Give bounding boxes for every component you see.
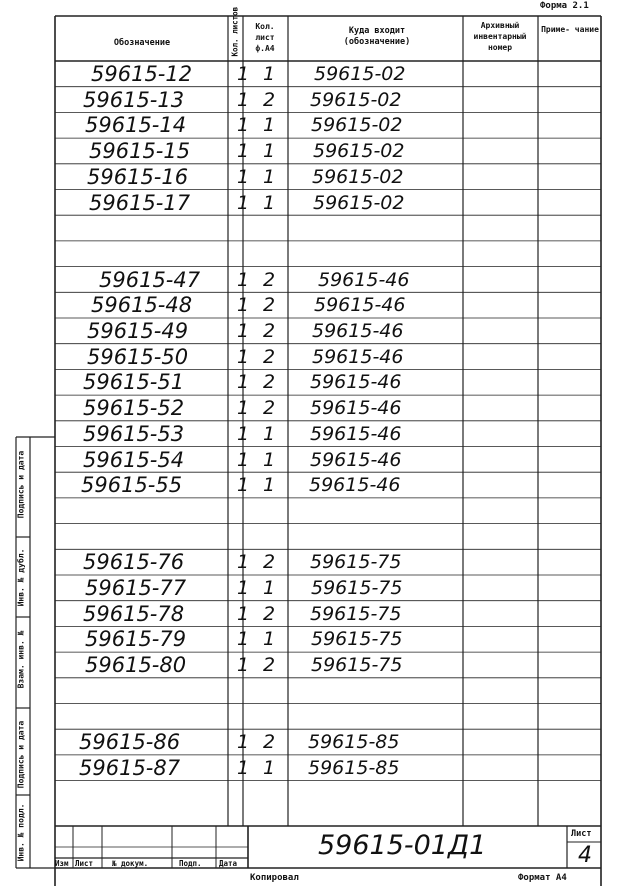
where-used-cell: 59615-46 [314,294,406,317]
a4-count-cell: 1 [263,756,276,779]
side-label-sign-date-bottom: Подпись и дата [16,720,26,789]
sheets-cell: 1 [237,88,250,111]
a4-count-cell: 1 [263,165,276,188]
designation-cell: 59615-80 [85,653,187,678]
a4-count-cell: 2 [263,268,276,291]
table-row [55,61,601,87]
a4-count-cell: 1 [263,422,276,445]
where-used-cell: 59615-02 [313,140,405,163]
designation-cell: 59615-55 [81,473,183,498]
table-row [55,267,601,293]
designation-cell: 59615-77 [85,576,187,600]
table-row [55,472,601,498]
a4-count-cell: 2 [263,551,276,574]
where-used-cell: 59615-46 [310,371,402,394]
a4-count-cell: 1 [263,577,276,599]
designation-cell: 59615-79 [85,627,187,652]
sheets-cell: 1 [237,731,250,754]
sheet-number: 4 [578,843,592,868]
designation-cell: 59615-49 [87,319,189,343]
sheets-cell: 1 [237,602,250,625]
designation-cell: 59615-78 [83,601,185,626]
side-label-inv-podl: Инв. № подл. [16,803,26,862]
sheets-cell: 1 [237,63,250,85]
designation-cell: 59615-86 [79,730,181,755]
a4-count-cell: 2 [263,602,276,625]
designation-cell: 59615-17 [89,190,191,215]
designation-cell: 59615-51 [83,370,185,395]
designation-cell: 59615-12 [91,62,193,86]
a4-count-cell: 2 [263,320,276,342]
table-row [55,344,601,370]
table-row [55,215,601,241]
where-used-cell: 59615-85 [308,731,400,754]
designation-cell: 59615-47 [99,267,201,292]
table-row [55,704,601,730]
footer-format: Формат А4 [518,873,567,883]
where-used-cell: 59615-02 [312,165,404,188]
sheets-cell: 1 [237,397,250,420]
where-used-cell: 59615-85 [308,756,400,779]
sheets-cell: 1 [237,422,250,445]
a4-count-cell: 1 [263,628,276,651]
table-row [55,241,601,267]
where-used-cell: 59615-75 [311,628,403,651]
sheets-cell: 1 [237,165,250,188]
header-where-used-text: Куда входит (обозначение) [343,26,411,47]
where-used-cell: 59615-75 [311,577,403,599]
sheets-cell: 1 [237,140,250,163]
table-row [55,498,601,524]
sheets-cell: 1 [237,345,250,368]
where-used-cell: 59615-02 [311,114,403,137]
where-used-cell: 59615-46 [312,345,404,368]
table-row [55,164,601,190]
designation-cell: 59615-54 [83,447,185,472]
designation-cell: 59615-50 [87,344,189,369]
sheets-cell: 1 [237,294,250,317]
a4-count-cell: 2 [263,397,276,420]
where-used-cell: 59615-75 [310,602,402,625]
header-a4-count: Кол. лист ф.А4 [255,22,275,53]
where-used-cell: 59615-46 [318,268,410,291]
table-row [55,575,601,601]
header-note: Приме- чание [541,25,599,34]
where-used-cell: 59615-75 [311,654,403,677]
designation-cell: 59615-16 [87,164,189,189]
sheets-cell: 1 [237,191,250,214]
a4-count-cell: 2 [263,731,276,754]
table-row [55,421,601,447]
footer-copied: Копировал [250,873,299,883]
designation-cell: 59615-13 [83,87,185,112]
sheets-cell: 1 [237,448,250,471]
title-izm: Изм [55,859,69,868]
sheets-cell: 1 [237,654,250,677]
where-used-cell: 59615-46 [309,474,401,497]
table-row [55,395,601,421]
a4-count-cell: 2 [263,294,276,317]
designation-cell: 59615-14 [85,113,187,138]
table-row [55,112,601,138]
table-row [55,755,601,781]
where-used-cell: 59615-02 [310,88,402,111]
side-label-inv-dubl: Инв. № дубл. [16,548,26,607]
table-row [55,87,601,113]
header-sheets-count: Кол. листов [230,6,240,57]
where-used-cell: 59615-75 [310,551,402,574]
where-used-cell: 59615-02 [314,63,406,85]
document-designation: 59615-01Д1 [318,830,487,861]
a4-count-cell: 2 [263,345,276,368]
table-row [55,549,601,575]
where-used-cell: 59615-46 [310,397,402,420]
where-used-cell: 59615-46 [310,448,402,471]
table-row [55,292,601,318]
sheet-label: Лист [571,829,592,839]
designation-cell: 59615-76 [83,550,185,575]
header-designation: Обозначение [113,38,171,48]
where-used-cell: 59615-02 [313,191,405,214]
sheets-cell: 1 [237,371,250,394]
table-row [55,138,601,164]
designation-cell: 59615-52 [83,396,185,421]
title-data: Дата [219,859,238,868]
table-row [55,678,601,704]
table-row [55,652,601,678]
a4-count-cell: 2 [263,88,276,111]
a4-count-cell: 2 [263,371,276,394]
a4-count-cell: 1 [263,63,276,85]
sheets-cell: 1 [237,551,250,574]
title-list: Лист [75,859,94,868]
designation-cell: 59615-15 [89,139,191,164]
table-row [55,318,601,344]
designation-cell: 59615-48 [91,293,193,318]
title-doc-no: № докум. [112,859,149,868]
sheets-cell: 1 [237,628,250,651]
table-row [55,369,601,395]
table-row [55,601,601,627]
a4-count-cell: 1 [263,448,276,471]
header-where-used [292,26,462,48]
side-label-sign-date-top: Подпись и дата [16,450,26,519]
sheets-cell: 1 [237,268,250,291]
form-label: Форма 2.1 [540,1,589,11]
table-row [55,190,601,216]
side-label-vzam-inv: Взам. инв. № [16,630,26,689]
header-archive: Архивный инвентарный номер [473,21,527,52]
table-row [55,447,601,473]
a4-count-cell: 1 [263,114,276,137]
sheets-cell: 1 [237,114,250,137]
a4-count-cell: 1 [263,191,276,214]
sheets-cell: 1 [237,474,250,497]
where-used-cell: 59615-46 [310,422,402,445]
table-row [55,524,601,550]
table-row [55,729,601,755]
table-row [55,626,601,652]
title-podp: Подп. [179,859,202,868]
designation-cell: 59615-87 [79,755,181,780]
a4-count-cell: 1 [263,474,276,497]
sheets-cell: 1 [237,756,250,779]
where-used-cell: 59615-46 [312,320,404,342]
sheets-cell: 1 [237,320,250,342]
a4-count-cell: 2 [263,654,276,677]
a4-count-cell: 1 [263,140,276,163]
designation-cell: 59615-53 [83,421,185,446]
sheets-cell: 1 [237,577,250,599]
